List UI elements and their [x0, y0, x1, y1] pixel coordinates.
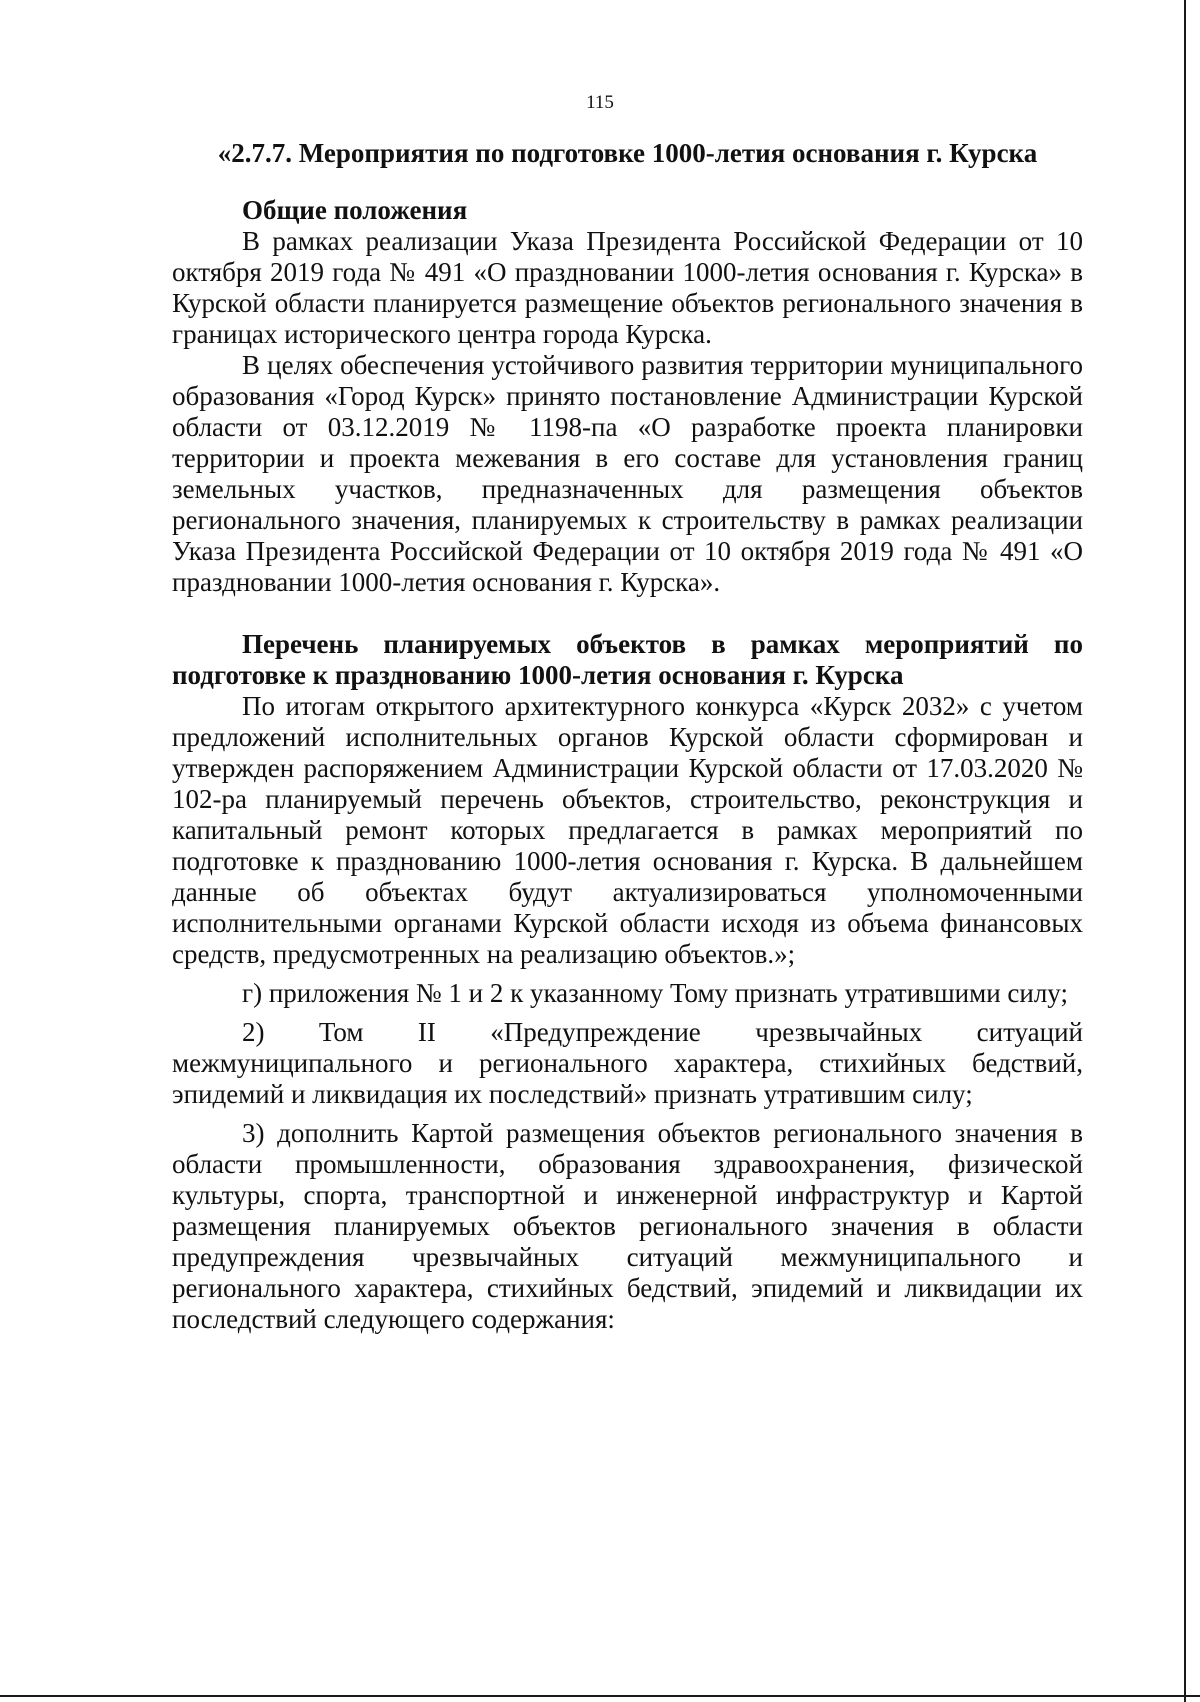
general-paragraph-1: В рамках реализации Указа Президента Российской Федерации от 10 октября 2019 года № 491 «О праздновании 1000-летия основания г. Курска» в Курской области планируется размещение объектов регионального значения в границах исторического центра города Курска. — [172, 226, 1083, 349]
section-title: «2.7.7. Мероприятия по подготовке 1000-летия основания г. Курска — [217, 138, 1038, 168]
objects-list-heading: Перечень планируемых объектов в рамках мероприятий по подготовке к празднованию 1000-летия основания г. Курска — [172, 629, 1083, 690]
objects-list-paragraph: По итогам открытого архитектурного конкурса «Курск 2032» с учетом предложений исполнительных органов Курской области сформирован и утвержден распоряжением Администрации Курской области от 17.03.2020 № 102-ра планируемый перечень объектов, строительство, реконструкция и капитальный ремонт которых предлагается в рамках мероприятий по подготовке к празднованию 1000-летия основания г. Курска. В дальнейшем данные об объектах будут актуализироваться уполномоченными исполнительными органами Курской области исходя из объема финансовых средств, предусмотренных на реализацию объектов.»; — [172, 691, 1083, 969]
general-provisions-heading: Общие положения — [242, 195, 468, 225]
amendment-item-2: 2) Том II «Предупреждение чрезвычайных ситуаций межмуниципального и регионального характера, стихийных бедствий, эпидемий и ликвидация их последствий» признать утратившим силу; — [172, 1017, 1083, 1109]
page-number: 115 — [586, 92, 614, 113]
document-body — [172, 138, 1083, 1335]
amendment-item-3: 3) дополнить Картой размещения объектов регионального значения в области промышленности, образования здравоохранения, физической культуры, спорта, транспортной и инженерной инфраструктур и Картой размещения планируемых объектов регионального значения в области предупреждения чрезвычайных ситуаций межмуниципального и регионального характера, стихийных бедствий, эпидемий и ликвидации их последствий следующего содержания: — [172, 1118, 1083, 1334]
scan-edge-right — [1184, 0, 1186, 1702]
amendment-item-g: г) приложения № 1 и 2 к указанному Тому признать утратившими силу; — [242, 978, 1068, 1008]
general-paragraph-2: В целях обеспечения устойчивого развития территории муниципального образования «Город Курск» принято постановление Администрации Курской области от 03.12.2019 № 1198-па «О разработке проекта планировки территории и проекта межевания в его составе для установления границ земельных участков, предназначенных для размещения объектов регионального значения, планируемых к строительству в рамках реализации Указа Президента Российской Федерации от 10 октября 2019 года № 491 «О праздновании 1000-летия основания г. Курска». — [172, 350, 1083, 597]
scan-edge-bottom — [0, 1695, 1200, 1697]
